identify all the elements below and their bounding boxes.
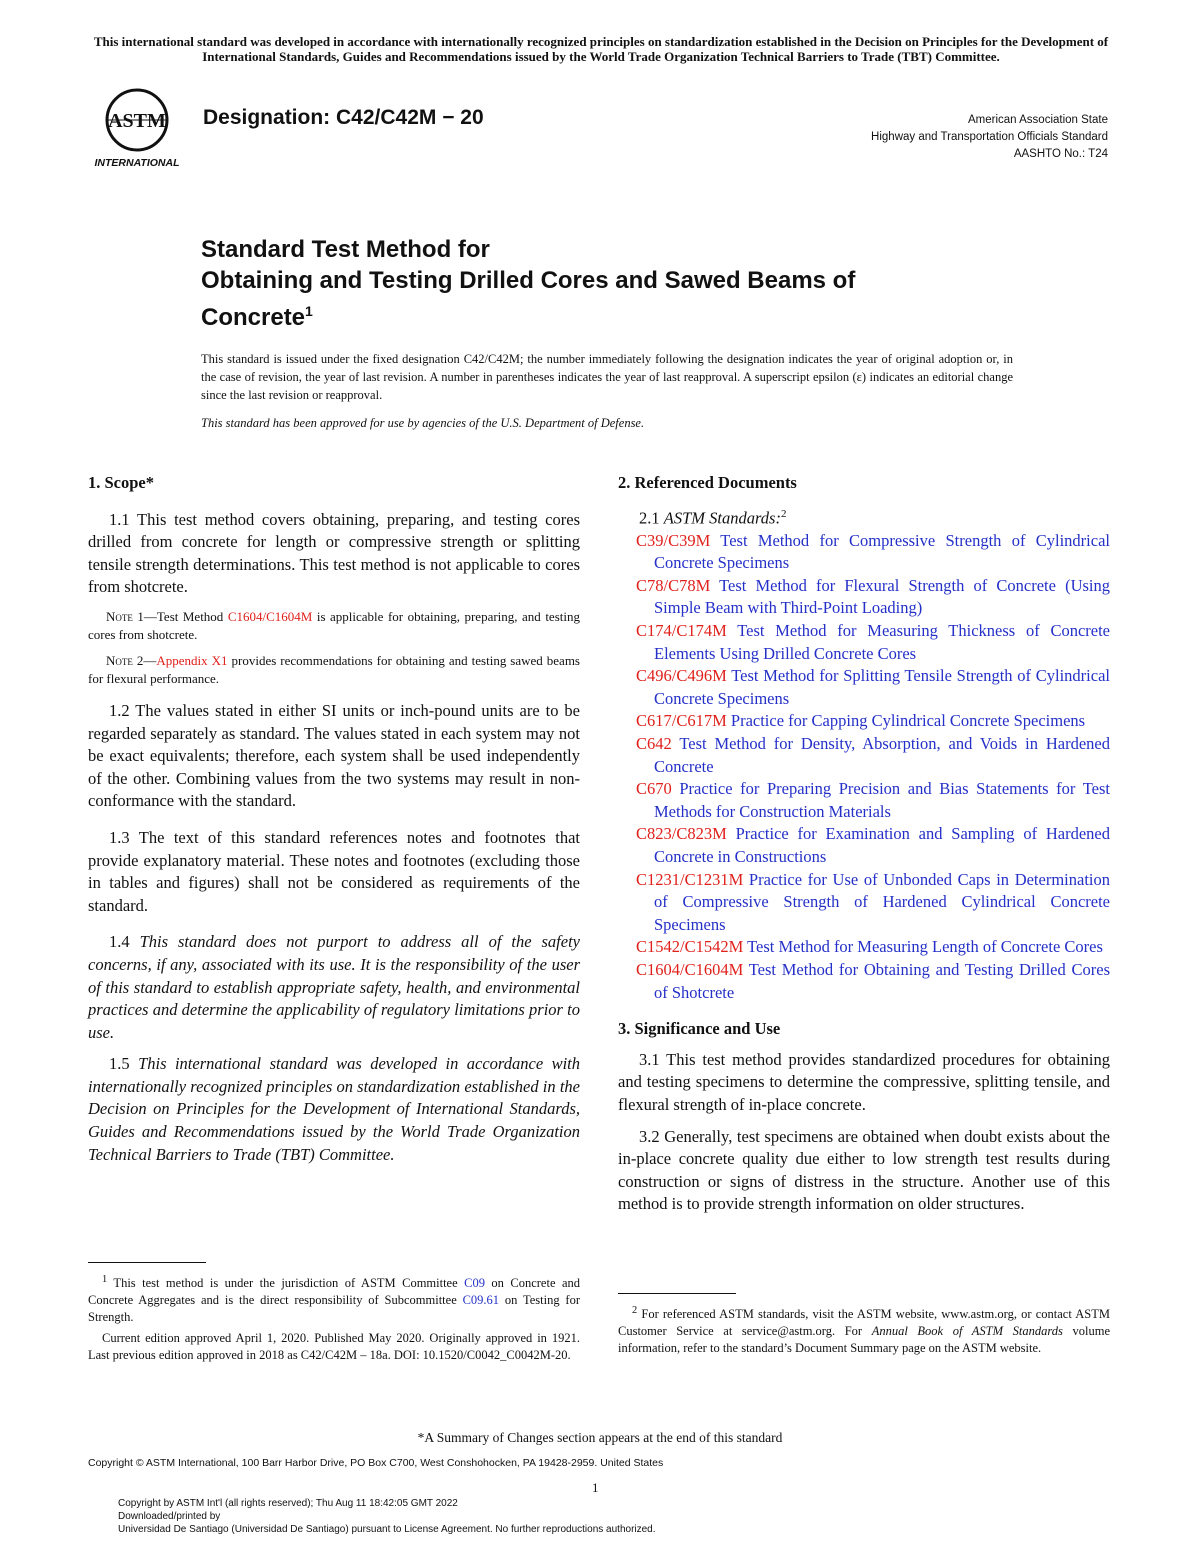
note-1 <box>88 608 580 644</box>
download-line: Downloaded/printed by <box>118 1511 221 1522</box>
reference-title-link[interactable]: Test Method for Measuring Thickness of Concrete Elements Using Drilled Concrete Cores <box>654 621 1110 663</box>
footnote-divider <box>88 1262 206 1263</box>
summary-of-changes-note: *A Summary of Changes section appears at the end of this standard <box>417 1430 783 1445</box>
reference-title-link[interactable]: Practice for Capping Cylindrical Concrete Specimens <box>726 711 1086 731</box>
left-column <box>88 472 580 1175</box>
reference-item <box>618 869 1110 937</box>
aashto-line: AASHTO No.: T24 <box>1013 148 1108 160</box>
aashto-line: Highway and Transportation Officials Standard <box>871 131 1108 143</box>
note-text: provides recommendations for obtaining and testing sawed beams for flexural performance. <box>88 652 580 686</box>
reference-title-link[interactable]: Practice for Preparing Precision and Bias Statements for Test Methods for Construction Materials <box>654 779 1110 821</box>
paragraph-1-3: 1.3 The text of this standard references notes and footnotes that provide explanatory material. These notes and footnotes (excluding those in tables and figures) shall not be considered as requirements of the standard. <box>88 827 580 915</box>
reference-title-link[interactable]: Practice for Use of Unbonded Caps in Determination of Compressive Strength of Hardened Cylindrical Concrete Specimens <box>654 869 1110 934</box>
section-heading-significance: 3. Significance and Use <box>618 1019 781 1039</box>
subsection-2-1 <box>618 503 1110 530</box>
note-label: Note 1 <box>106 608 144 624</box>
reference-item <box>618 530 1110 575</box>
astm-standards-label: ASTM Standards: <box>663 508 781 528</box>
footnote-1 <box>88 1271 580 1326</box>
reference-list <box>618 530 1110 1004</box>
reference-code-link[interactable]: C1604/C1604M <box>636 959 744 979</box>
aashto-line: American Association State <box>968 114 1108 126</box>
reference-code-link[interactable]: C617/C617M <box>636 711 727 731</box>
reference-title-link[interactable]: Practice for Examination and Sampling of Hardened Concrete in Constructions <box>654 824 1110 866</box>
download-line: Copyright by ASTM Int'l (all rights reserved); Thu Aug 11 18:42:05 GMT 2022 <box>118 1498 458 1509</box>
logo-subtext: INTERNATIONAL <box>94 157 180 169</box>
footnote-text: This test method is under the jurisdiction of ASTM Committee <box>107 1276 465 1291</box>
paragraph-3-2: 3.2 Generally, test specimens are obtained when doubt exists about the in-place concrete quality due either to low strength test results during construction or signs of distress in the structure. Another use of this method is to provide strength information on older structures. <box>618 1126 1110 1214</box>
reference-code-link[interactable]: C39/C39M <box>636 530 711 550</box>
footnotes-right <box>618 1293 1110 1357</box>
footnote-text: on Testing for Strength. <box>88 1293 580 1325</box>
footnote-text: on Concrete and Concrete Aggregates and is the direct responsibility of Subcommittee <box>88 1276 580 1308</box>
reference-title-link[interactable]: Test Method for Splitting Tensile Strength of Cylindrical Concrete Specimens <box>654 666 1110 708</box>
download-line: Universidad De Santiago (Universidad De Santiago) pursuant to License Agreement. No further reproductions authorized. <box>118 1524 656 1535</box>
note-label: Note 2 <box>106 652 144 668</box>
note-text: is applicable for obtaining, preparing, and testing cores from shotcrete. <box>88 608 580 642</box>
reference-item <box>618 778 1110 823</box>
title-line: Standard Test Method for <box>201 236 490 263</box>
paragraph-1-5 <box>88 1053 580 1166</box>
aashto-block <box>808 112 1108 163</box>
footnote-ref-2[interactable]: 2 <box>780 507 787 520</box>
document-title <box>201 234 1021 333</box>
paragraph-1-2: 1.2 The values stated in either SI units or inch-pound units are to be regarded separately as standard. The values stated in each system may not be exact equivalents; therefore, each system shall be used independently of the other. Combining values from the two systems may result in non-conformance with the standard. <box>88 700 580 811</box>
subcommittee-c0961-link[interactable]: C09.61 <box>462 1293 500 1308</box>
title-line-3 <box>201 296 1021 333</box>
section-heading-scope: 1. Scope* <box>88 473 154 492</box>
paragraph-1-4 <box>88 931 580 1044</box>
note-link-appendix-x1[interactable]: Appendix X1 <box>156 652 228 668</box>
paragraph-3-1: 3.1 This test method provides standardized procedures for obtaining and testing specimens to determine the compressive, splitting tensile, and flexural strength of in-place concrete. <box>618 1049 1110 1114</box>
reference-code-link[interactable]: C642 <box>636 734 672 754</box>
reference-item <box>618 710 1110 733</box>
reference-item <box>618 733 1110 778</box>
title-line: Concrete <box>201 304 306 331</box>
section-heading-referenced-documents: 2. Referenced Documents <box>618 473 797 492</box>
footnote-text: For referenced ASTM standards, visit the ASTM website, www.astm.org, or contact ASTM Customer Service at service@astm.org. For <box>618 1307 1110 1339</box>
paragraph-number: 1.4 <box>109 932 140 952</box>
reference-item <box>618 620 1110 665</box>
footnote-divider <box>618 1293 736 1294</box>
footnote-1-edition: Current edition approved April 1, 2020. Published May 2020. Originally approved in 1921. Last previous edition approved in 2018 as C42/C42M – 18a. DOI: 10.1520/C0042_C0042M-20. <box>88 1331 580 1363</box>
note-text: —Test Method <box>143 608 228 624</box>
designation: Designation: C42/C42M − 20 <box>203 106 484 129</box>
reference-code-link[interactable]: C496/C496M <box>636 666 727 686</box>
note-text: — <box>143 652 157 668</box>
page-number: 1 <box>592 1480 599 1495</box>
intro-paragraph: This standard is issued under the fixed designation C42/C42M; the number immediately following the designation indicates the year of original adoption or, in the case of revision, the year of last revision. A number in parentheses indicates the year of last reapproval. A superscript epsilon (ε) indicates an editorial change since the last revision or reapproval. <box>201 352 1013 402</box>
reference-item <box>618 823 1110 868</box>
note-link-c1604[interactable]: C1604/C1604M <box>227 608 313 624</box>
reference-item <box>618 936 1110 959</box>
footnotes-left <box>88 1262 580 1364</box>
reference-title-link[interactable]: Test Method for Compressive Strength of Cylindrical Concrete Specimens <box>654 530 1110 573</box>
paragraph-text: This standard does not purport to address all of the safety concerns, if any, associated with its use. It is the responsibility of the user of this standard to establish appropriate safety, health, and environmental practices and determine the applicability of regulatory limitations prior to use. <box>88 932 580 1042</box>
reference-item <box>618 665 1110 710</box>
logo-text: ASTM <box>108 110 166 132</box>
title-line: Obtaining and Testing Drilled Cores and Sawed Beams of <box>201 267 856 294</box>
international-standard-notice: This international standard was developed in accordance with internationally recognized principles on standardization established in the Decision on Principles for the Development of International Standards, Guides and Recommendations issued by the World Trade Organization Technical Barriers to Trade (TBT) Committee. <box>93 34 1109 64</box>
note-2 <box>88 652 580 688</box>
copyright-line: Copyright © ASTM International, 100 Barr Harbor Drive, PO Box C700, West Conshohocken, PA 19428-2959. United States <box>88 1457 664 1469</box>
paragraph-1-1: 1.1 This test method covers obtaining, preparing, and testing cores drilled from concrete for length or compressive strength or splitting tensile strength determinations. This test method is not applicable to cores from shotcrete. <box>88 509 580 597</box>
footnote-2 <box>618 1302 1110 1357</box>
reference-item <box>618 575 1110 620</box>
download-info <box>118 1497 656 1536</box>
committee-c09-link[interactable]: C09 <box>464 1276 485 1291</box>
paragraph-number: 1.5 <box>109 1054 139 1074</box>
astm-logo <box>88 85 186 170</box>
astm-logo-icon <box>88 85 186 170</box>
footnote-italic-text: Annual Book of ASTM Standards <box>871 1324 1063 1339</box>
reference-code-link[interactable]: C78/C78M <box>636 575 711 595</box>
reference-code-link[interactable]: C1231/C1231M <box>636 869 744 889</box>
reference-code-link[interactable]: C1542/C1542M <box>636 937 744 957</box>
reference-title-link[interactable]: Test Method for Density, Absorption, and Voids in Hardened Concrete <box>654 734 1110 776</box>
footnote-number: 2 <box>632 1305 638 1316</box>
dod-approval: This standard has been approved for use by agencies of the U.S. Department of Defense. <box>201 416 645 430</box>
paragraph-text: This international standard was developed in accordance with internationally recognized principles on standardization established in the Decision on Principles for the Development of International Standards, Guides and Recommendations issued by the World Trade Organization Technical Barriers to Trade (TBT) Committee. <box>88 1054 581 1164</box>
right-column <box>618 472 1110 1225</box>
reference-code-link[interactable]: C174/C174M <box>636 621 727 641</box>
reference-item <box>618 959 1110 1004</box>
reference-code-link[interactable]: C670 <box>636 779 672 799</box>
reference-code-link[interactable]: C823/C823M <box>636 824 727 844</box>
reference-title-link[interactable]: Test Method for Flexural Strength of Concrete (Using Simple Beam with Third-Point Loading) <box>654 575 1110 618</box>
footnote-text: volume information, refer to the standard’s Document Summary page on the ASTM website. <box>618 1324 1111 1356</box>
title-footnote-ref[interactable]: 1 <box>305 303 313 319</box>
footnote-number: 1 <box>102 1274 108 1285</box>
reference-title-link[interactable]: Test Method for Measuring Length of Concrete Cores <box>743 937 1103 957</box>
reference-title-link[interactable]: Test Method for Obtaining and Testing Drilled Cores of Shotcrete <box>654 959 1110 1002</box>
paragraph-number: 2.1 <box>639 508 664 528</box>
